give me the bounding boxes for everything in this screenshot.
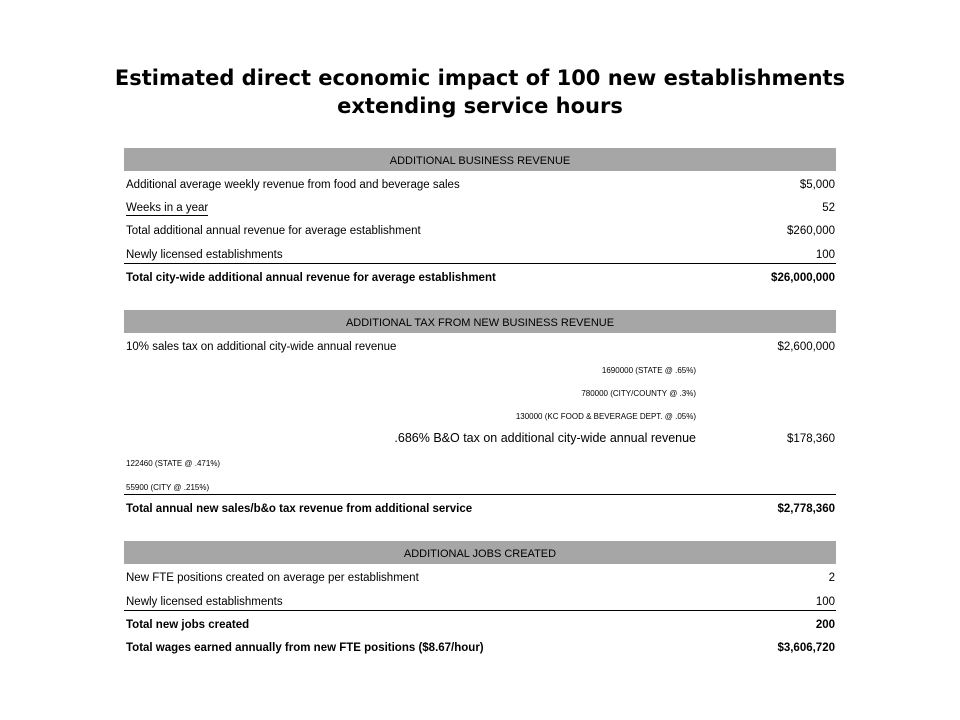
table-row-total	[124, 611, 836, 634]
table-row-total	[124, 495, 836, 518]
breakdown-row	[124, 379, 836, 402]
table-row	[124, 333, 836, 356]
row-label: 10% sales tax on additional city-wide annual revenue	[126, 341, 397, 353]
breakdown-row	[124, 448, 836, 471]
title-line-1: Estimated direct economic impact of 100 new establishments	[114, 66, 846, 90]
row-value: $5,000	[799, 179, 835, 191]
row-value: $2,600,000	[777, 341, 835, 353]
row-label: Total annual new sales/b&o tax revenue from additional service	[126, 503, 473, 515]
breakdown-row	[124, 471, 836, 495]
jobs-table	[124, 541, 836, 657]
row-label: Total additional annual revenue for average establishment	[126, 225, 421, 237]
table-row	[124, 425, 836, 448]
row-value: 52	[822, 202, 835, 214]
row-label: Newly licensed establishments	[126, 596, 283, 608]
row-value: 100	[815, 596, 835, 608]
row-label: Newly licensed establishments	[126, 249, 283, 261]
title-line-2: extending service hours	[337, 94, 623, 118]
row-label: Total wages earned annually from new FTE positions ($8.67/hour)	[126, 642, 484, 654]
row-value: $2,778,360	[777, 503, 835, 515]
row-label: Total city-wide additional annual revenue for average establishment	[126, 272, 496, 284]
page-title	[0, 64, 960, 120]
breakdown-text: 55900 (CITY @ .215%)	[126, 483, 210, 492]
table-row-total	[124, 634, 836, 657]
row-label: Total new jobs created	[126, 619, 250, 631]
row-value: $26,000,000	[771, 272, 835, 284]
revenue-header: ADDITIONAL BUSINESS REVENUE	[124, 148, 836, 171]
row-value: $260,000	[787, 225, 835, 237]
row-label: .686% B&O tax on additional city-wide annual revenue	[394, 431, 696, 445]
table-row	[124, 587, 836, 611]
tax-table	[124, 310, 836, 518]
row-label: New FTE positions created on average per establishment	[126, 572, 419, 584]
tax-header: ADDITIONAL TAX FROM NEW BUSINESS REVENUE	[124, 310, 836, 333]
breakdown-text: 130000 (KC FOOD & BEVERAGE DEPT. @ .05%)	[515, 412, 696, 421]
table-row	[124, 240, 836, 264]
row-label: Additional average weekly revenue from food and beverage sales	[126, 179, 460, 191]
breakdown-text: 1690000 (STATE @ .65%)	[601, 366, 696, 375]
jobs-header: ADDITIONAL JOBS CREATED	[124, 541, 836, 564]
table-row	[124, 217, 836, 240]
row-value: $178,360	[787, 433, 835, 445]
breakdown-row	[124, 356, 836, 379]
table-row	[124, 194, 836, 217]
row-label: Weeks in a year	[126, 202, 209, 214]
revenue-table	[124, 148, 836, 287]
row-value: 2	[828, 572, 835, 584]
table-row	[124, 564, 836, 587]
breakdown-row	[124, 402, 836, 425]
breakdown-text: 780000 (CITY/COUNTY @ .3%)	[581, 389, 696, 398]
breakdown-text: 122460 (STATE @ .471%)	[126, 459, 221, 468]
row-value: 100	[815, 249, 835, 261]
table-row	[124, 171, 836, 194]
row-value: 200	[815, 619, 835, 631]
row-value: $3,606,720	[777, 642, 835, 654]
table-row-total	[124, 264, 836, 287]
